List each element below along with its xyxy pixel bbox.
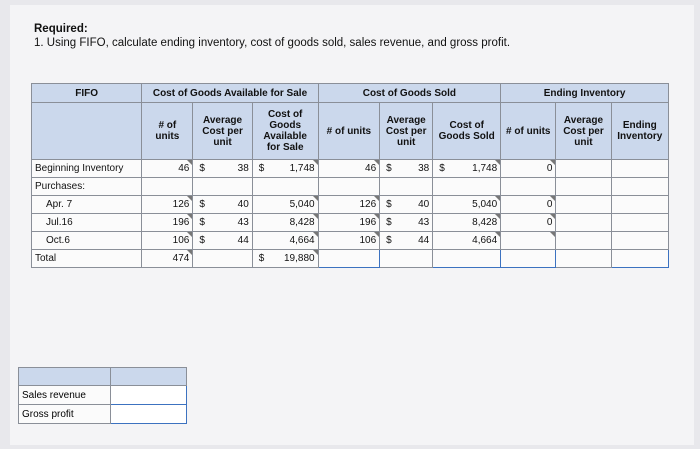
oct6-total-input[interactable]: 4,664 <box>252 232 318 250</box>
beginning-sold-total-input[interactable]: $ 1,748 <box>433 160 501 178</box>
table-row <box>32 214 669 232</box>
gross-profit-label: Gross profit <box>19 405 111 424</box>
table-row <box>32 178 669 196</box>
header-blank <box>32 103 142 160</box>
total-cogas-input[interactable]: $ 19,880 <box>252 250 318 268</box>
total-units-input[interactable]: 474 <box>142 250 193 268</box>
oct6-end-cost-cell <box>556 232 611 250</box>
row-label-purchases: Purchases: <box>32 178 142 196</box>
table-row <box>32 196 669 214</box>
total-end-cost-cell <box>556 250 611 268</box>
beginning-sold-units-input[interactable]: 46 <box>318 160 380 178</box>
oct6-end-units-input[interactable] <box>501 232 556 250</box>
empty-cell <box>501 178 556 196</box>
row-label-oct6: Oct.6 <box>32 232 142 250</box>
required-heading: Required: <box>34 23 88 35</box>
beginning-total-input[interactable]: $ 1,748 <box>252 160 318 178</box>
apr7-total-input[interactable]: 5,040 <box>252 196 318 214</box>
apr7-sold-total-input[interactable]: 5,040 <box>433 196 501 214</box>
apr7-end-units-input[interactable]: 0 <box>501 196 556 214</box>
col-sold-units-header: # of units <box>318 103 380 160</box>
col-end-avg-cost-header: Average Cost per unit <box>556 103 611 160</box>
oct6-end-inv-cell <box>611 232 668 250</box>
row-label-jul16: Jul.16 <box>32 214 142 232</box>
apr7-units-input[interactable]: 126 <box>142 196 193 214</box>
jul16-end-cost-cell <box>556 214 611 232</box>
total-sold-units-input[interactable] <box>318 250 380 268</box>
jul16-total-input[interactable]: 8,428 <box>252 214 318 232</box>
oct6-units-input[interactable]: 106 <box>142 232 193 250</box>
jul16-sold-units-input[interactable]: 196 <box>318 214 380 232</box>
col-cogas-header: Cost of Goods Available for Sale <box>252 103 318 160</box>
beginning-cost-cell: $ 38 <box>193 160 252 178</box>
empty-cell <box>611 178 668 196</box>
col-units-header: # of units <box>142 103 193 160</box>
apr7-sold-units-input[interactable]: 126 <box>318 196 380 214</box>
empty-cell <box>380 178 433 196</box>
beginning-units-input[interactable]: 46 <box>142 160 193 178</box>
table-row <box>32 250 669 268</box>
group-sold-header: Cost of Goods Sold <box>318 84 501 103</box>
col-avg-cost-header: Average Cost per unit <box>193 103 252 160</box>
method-label: FIFO <box>32 84 142 103</box>
jul16-units-input[interactable]: 196 <box>142 214 193 232</box>
jul16-end-units-input[interactable]: 0 <box>501 214 556 232</box>
empty-cell <box>556 178 611 196</box>
sales-table <box>18 367 187 424</box>
table-row <box>32 160 669 178</box>
apr7-end-inv-cell <box>611 196 668 214</box>
row-label-beginning: Beginning Inventory <box>32 160 142 178</box>
sales-revenue-label: Sales revenue <box>19 386 111 405</box>
total-cogs-input[interactable] <box>433 250 501 268</box>
empty-cell <box>318 178 380 196</box>
total-cost-cell <box>193 250 252 268</box>
oct6-sold-units-input[interactable]: 106 <box>318 232 380 250</box>
empty-cell <box>433 178 501 196</box>
empty-cell <box>252 178 318 196</box>
required-instruction: 1. Using FIFO, calculate ending inventory, cost of goods sold, sales revenue, and gross profit. <box>34 37 511 49</box>
beginning-sold-cost-cell: $ 38 <box>380 160 433 178</box>
jul16-cost-cell: $ 43 <box>193 214 252 232</box>
oct6-cost-cell: $ 44 <box>193 232 252 250</box>
empty-cell <box>142 178 193 196</box>
sales-header-blank <box>19 368 111 386</box>
col-end-units-header: # of units <box>501 103 556 160</box>
apr7-end-cost-cell <box>556 196 611 214</box>
total-ending-inv-input[interactable] <box>611 250 668 268</box>
col-cogs-header: Cost of Goods Sold <box>433 103 501 160</box>
gross-profit-input[interactable] <box>111 405 187 424</box>
beginning-end-cost-cell <box>556 160 611 178</box>
col-sold-avg-cost-header: Average Cost per unit <box>380 103 433 160</box>
jul16-sold-total-input[interactable]: 8,428 <box>433 214 501 232</box>
sales-header-blank <box>111 368 187 386</box>
beginning-end-inv-cell <box>611 160 668 178</box>
row-label-apr7: Apr. 7 <box>32 196 142 214</box>
total-end-units-input[interactable] <box>501 250 556 268</box>
fifo-table <box>31 83 669 268</box>
oct6-sold-cost-cell: $ 44 <box>380 232 433 250</box>
group-ending-header: Ending Inventory <box>501 84 669 103</box>
requirement-text <box>34 22 510 50</box>
apr7-cost-cell: $ 40 <box>193 196 252 214</box>
sales-revenue-input[interactable] <box>111 386 187 405</box>
empty-cell <box>193 178 252 196</box>
apr7-sold-cost-cell: $ 40 <box>380 196 433 214</box>
group-available-header: Cost of Goods Available for Sale <box>142 84 318 103</box>
jul16-sold-cost-cell: $ 43 <box>380 214 433 232</box>
jul16-end-inv-cell <box>611 214 668 232</box>
table-row <box>32 232 669 250</box>
beginning-end-units-input[interactable]: 0 <box>501 160 556 178</box>
total-sold-cost-cell <box>380 250 433 268</box>
row-label-total: Total <box>32 250 142 268</box>
oct6-sold-total-input[interactable]: 4,664 <box>433 232 501 250</box>
col-ending-inv-header: Ending Inventory <box>611 103 668 160</box>
